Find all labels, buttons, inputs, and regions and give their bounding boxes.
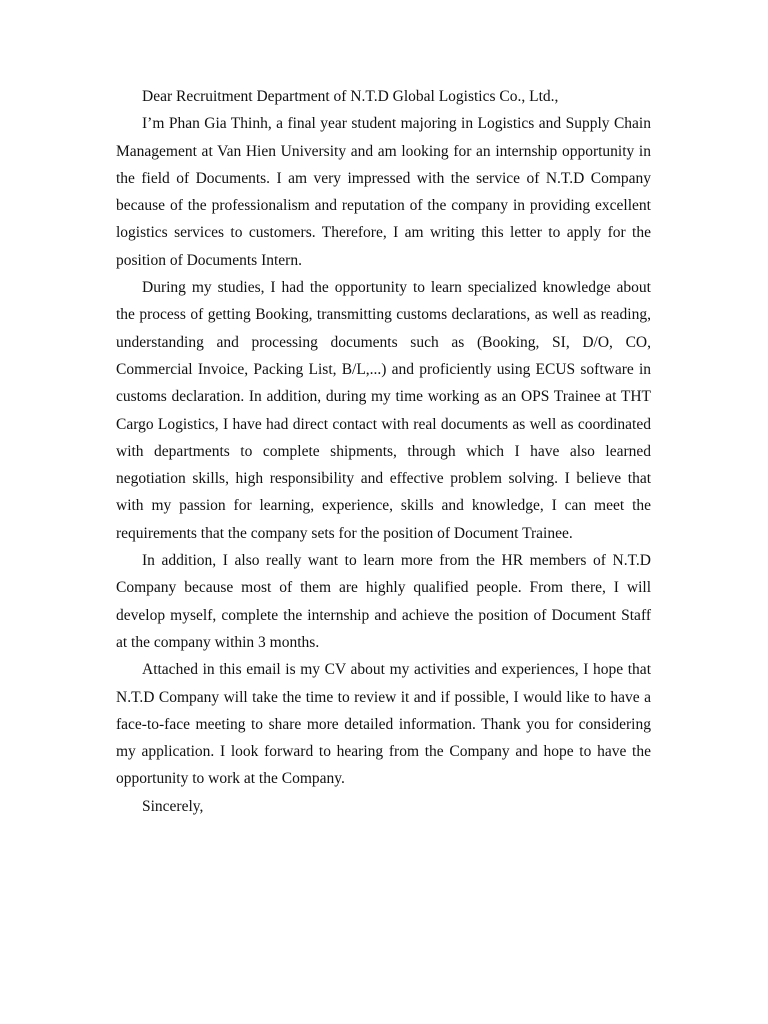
- letter-closing: Sincerely,: [142, 797, 204, 815]
- letter-paragraph-intro: I’m Phan Gia Thinh, a final year student majoring in Logistics and Supply Chain Management at Van Hien University and am looking for an internship opportunity in the field of Documents. I am very impressed with the service of N.T.D Company because of the professionalism and reputation of the company in providing excellent logistics services to customers. Therefore, I am writing this letter to apply for the position of Documents Intern.: [116, 115, 651, 269]
- letter-paragraph-goals: In addition, I also really want to learn more from the HR members of N.T.D Company because most of them are highly qualified people. From there, I will develop myself, complete the internship and achieve the position of Document Staff at the company within 3 months.: [116, 552, 651, 651]
- letter-paragraph-experience: During my studies, I had the opportunity to learn specialized knowledge about the process of getting Booking, transmitting customs declarations, as well as reading, understanding and processing documents such as (Booking, SI, D/O, CO, Commercial Invoice, Packing List, B/L,...) and proficiently using ECUS software in customs declaration. In addition, during my time working as an OPS Trainee at THT Cargo Logistics, I have had direct contact with real documents as well as coordinated with departments to complete shipments, through which I have also learned negotiation skills, high responsibility and effective problem solving. I believe that with my passion for learning, experience, skills and knowledge, I can meet the requirements that the company sets for the position of Document Trainee.: [116, 279, 651, 542]
- letter-salutation: Dear Recruitment Department of N.T.D Global Logistics Co., Ltd.,: [142, 88, 559, 105]
- letter-body: [116, 83, 651, 820]
- letter-paragraph-closing-request: Attached in this email is my CV about my activities and experiences, I hope that N.T.D Company will take the time to review it and if possible, I would like to have a face-to-face meeting to share more detailed information. Thank you for considering my application. I look forward to hearing from the Company and hope to have the opportunity to work at the Company.: [116, 661, 651, 788]
